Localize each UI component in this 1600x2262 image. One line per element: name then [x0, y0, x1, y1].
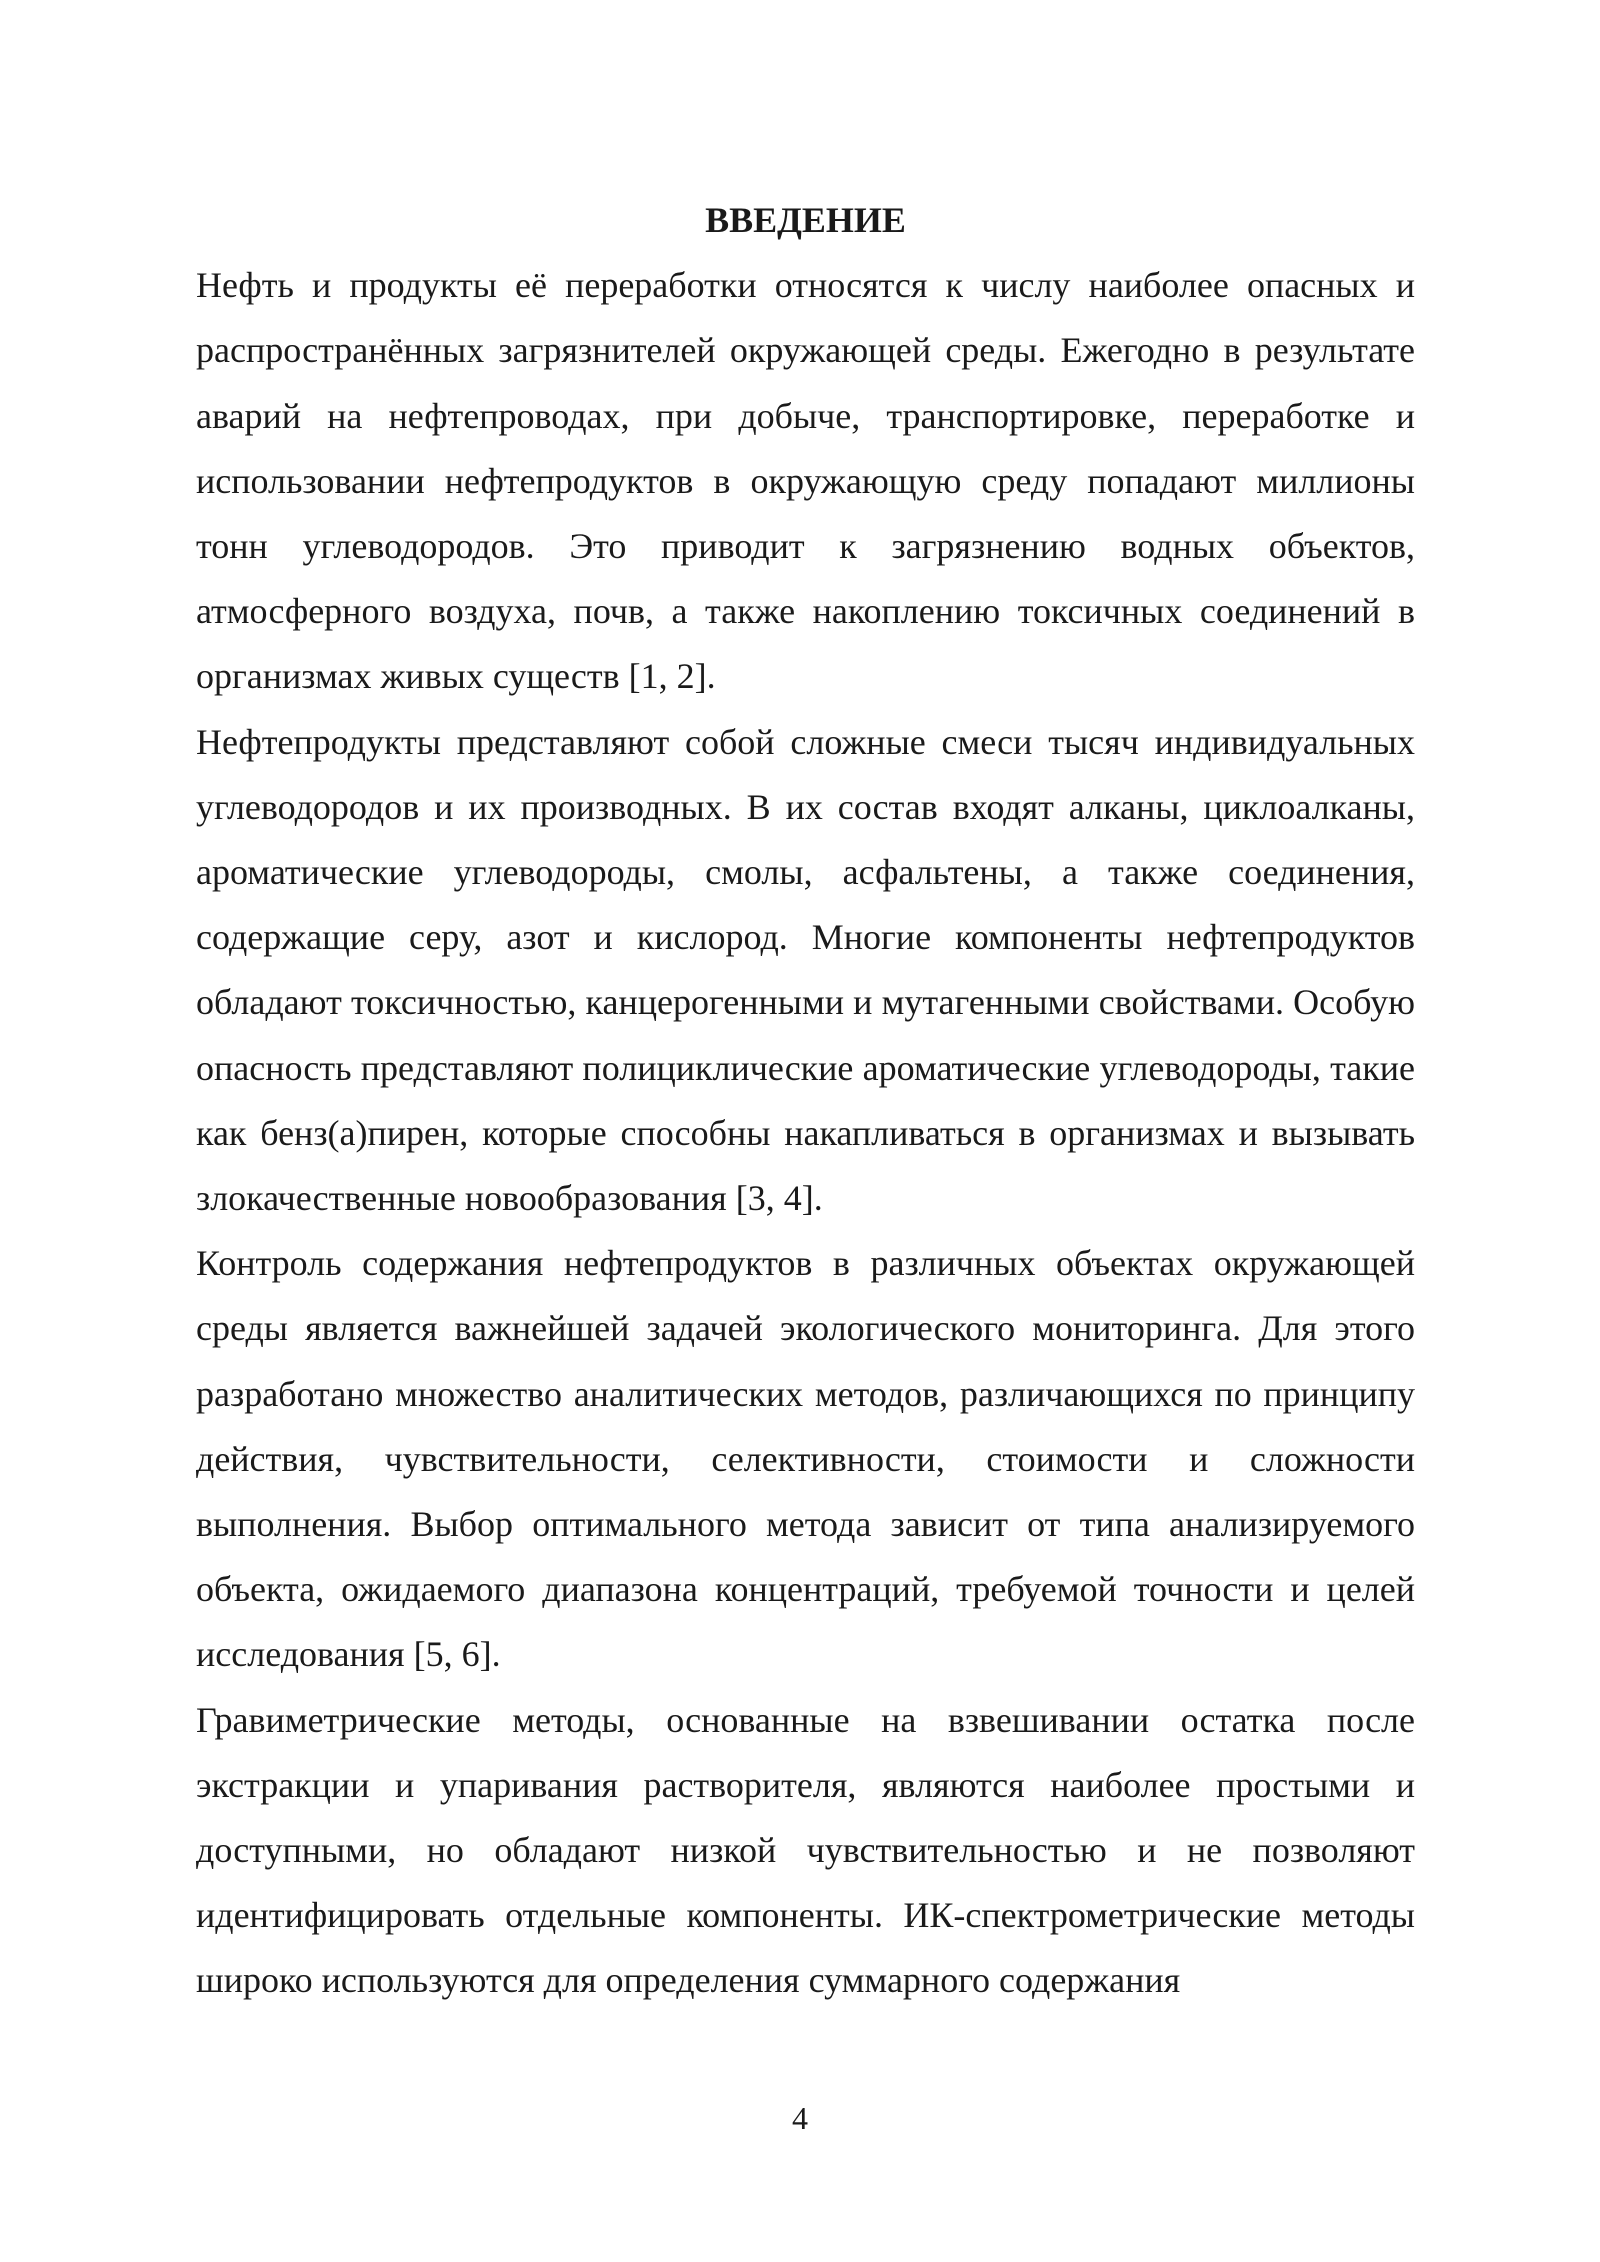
page-body — [196, 188, 1415, 2014]
paragraph-intro-pollution: Нефть и продукты её переработки относятся к числу наиболее опасных и распространённых загрязнителей окружающей среды. Ежегодно в результате аварий на нефтепроводах, при добыче, транспортировке, переработке и использовании нефтепродуктов в окружающую среду попадают миллионы тонн углеводородов. Это приводит к загрязнению водных объектов, атмосферного воздуха, почв, а также накоплению токсичных соединений в организмах живых существ [1, 2]. — [196, 265, 1415, 697]
paragraph-methods: Гравиметрические методы, основанные на взвешивании остатка после экстракции и упаривания растворителя, являются наиболее простыми и доступными, но обладают низкой чувствительностью и не позволяют идентифицировать отдельные компоненты. ИК-спектрометрические методы широко используются для определения суммарного содержания — [196, 1699, 1415, 2001]
paragraph-monitoring: Контроль содержания нефтепродуктов в различных объектах окружающей среды является важнейшей задачей экологического мониторинга. Для этого разработано множество аналитических методов, различающихся по принципу действия, чувствительности, селективности, стоимости и сложности выполнения. Выбор оптимального метода зависит от типа анализируемого объекта, ожидаемого диапазона концентраций, требуемой точности и целей исследования [5, 6]. — [196, 1243, 1415, 1675]
page-number: 4 — [792, 2100, 808, 2136]
section-heading: ВВЕДЕНИЕ — [705, 200, 906, 240]
paragraph-composition: Нефтепродукты представляют собой сложные смеси тысяч индивидуальных углеводородов и их производных. В их состав входят алканы, циклоалканы, ароматические углеводороды, смолы, асфальтены, а также соединения, содержащие серу, азот и кислород. Многие компоненты нефтепродуктов обладают токсичностью, канцерогенными и мутагенными свойствами. Особую опасность представляют полициклические ароматические углеводороды, такие как бенз(а)пирен, которые способны накапливаться в организмах и вызывать злокачественные новообразования [3, 4]. — [196, 721, 1415, 1219]
